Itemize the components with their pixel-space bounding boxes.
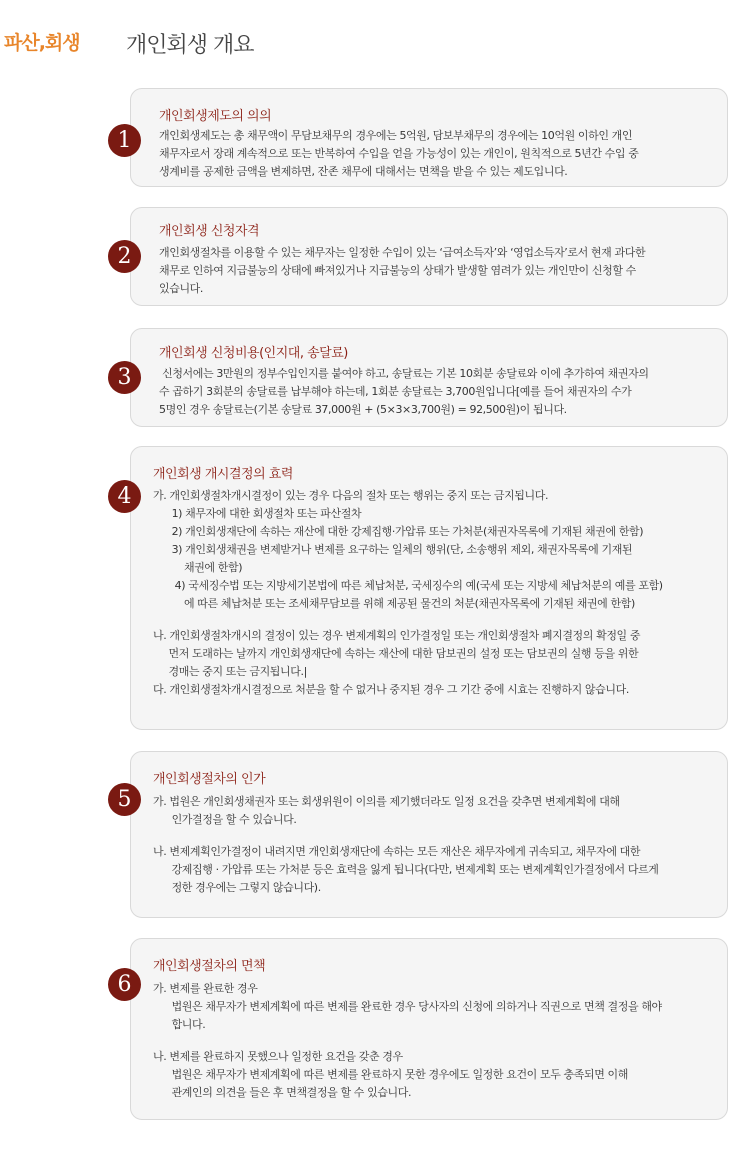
card-2 <box>130 207 728 306</box>
body-line: 4) 국세징수법 또는 지방세기본법에 따른 체납처분, 국세징수의 예(국세 또는 지방세 체납처분의 예를 포함) <box>153 579 663 592</box>
card-3 <box>130 328 728 427</box>
card-title: 개인회생 개시결정의 효력 <box>153 467 293 482</box>
body-line: 법원은 채무자가 변제계획에 따른 변제를 완료하지 못한 경우에도 일정한 요건이 모두 충족되면 이해 <box>153 1068 629 1081</box>
body-line: 법원은 채무자가 변제계획에 따른 변제를 완료한 경우 당사자의 신청에 의하거나 직권으로 면책 결정을 해야 <box>153 1000 662 1013</box>
body-line: 에 따른 체납처분 또는 조세채무담보를 위해 제공된 물건의 처분(채권자목록에 기재된 채권에 한함) <box>153 597 635 610</box>
step-number-badge: 5 <box>108 783 141 816</box>
body-line <box>153 829 659 843</box>
card-body <box>159 127 638 181</box>
card-4 <box>130 446 728 730</box>
body-line: 강제집행 · 가압류 또는 가처분 등은 효력을 잃게 됩니다(다만, 변제계획 또는 변제계획인가결정에서 다르게 <box>153 863 659 876</box>
body-line <box>153 613 663 627</box>
body-line: 3) 개인회생채권을 변제받거나 변제를 요구하는 일체의 행위(단, 소송행위 제외, 채권자목록에 기재된 <box>153 543 633 556</box>
body-line: 나. 개인회생절차개시의 결정이 있는 경우 변제계획의 인가결정일 또는 개인회생절차 폐지결정의 확정일 중 <box>153 629 641 642</box>
card-body <box>153 980 662 1102</box>
body-line: 가. 개인회생절차개시결정이 있는 경우 다음의 절차 또는 행위는 중지 또는 금지됩니다. <box>153 489 549 502</box>
card-title: 개인회생절차의 인가 <box>153 772 266 787</box>
card-title: 개인회생제도의 의의 <box>159 109 272 124</box>
body-line: 개인회생제도는 총 채무액이 무담보채무의 경우에는 5억원, 담보부채무의 경우에는 10억원 이하인 개인 <box>159 129 633 142</box>
step-number-badge: 4 <box>108 480 141 513</box>
card-body <box>159 244 645 298</box>
body-line: 나. 변제를 완료하지 못했으나 일정한 요건을 갖춘 경우 <box>153 1050 403 1063</box>
page-title: 개인회생 개요 <box>126 33 254 58</box>
card-body <box>153 487 663 699</box>
body-line: 생계비를 공제한 금액을 변제하면, 잔존 채무에 대해서는 면책을 받을 수 있는 제도입니다. <box>159 165 568 178</box>
body-line: 인가결정을 할 수 있습니다. <box>153 813 297 826</box>
card-1 <box>130 88 728 187</box>
body-line: 먼저 도래하는 날까지 개인회생재단에 속하는 재산에 대한 담보권의 설정 또는 담보권의 실행 등을 위한 <box>153 647 639 660</box>
step-number-badge: 2 <box>108 240 141 273</box>
card-body <box>153 793 659 897</box>
card-6 <box>130 938 728 1120</box>
step-number-badge: 3 <box>108 361 141 394</box>
body-line: 다. 개인회생절차개시결정으로 처분을 할 수 없거나 중지된 경우 그 기간 중에 시효는 진행하지 않습니다. <box>153 683 629 696</box>
body-line: 개인회생절차를 이용할 수 있는 채무자는 일정한 수입이 있는 ‘급여소득자’와 ‘영업소득자’로서 현재 과다한 <box>159 246 646 259</box>
card-body <box>159 365 649 419</box>
body-line: 가. 법원은 개인회생채권자 또는 회생위원이 이의를 제기했더라도 일정 요건을 갖추면 변제계획에 대해 <box>153 795 620 808</box>
body-line: 경매는 중지 또는 금지됩니다.| <box>153 665 307 678</box>
body-line: 나. 변제계획인가결정이 내려지면 개인회생재단에 속하는 모든 재산은 채무자에게 귀속되고, 채무자에 대한 <box>153 845 641 858</box>
step-number-badge: 1 <box>108 124 141 157</box>
body-line: 관계인의 의견을 들은 후 면책결정을 할 수 있습니다. <box>153 1086 412 1099</box>
card-title: 개인회생 신청자격 <box>159 224 260 239</box>
body-line: 1) 채무자에 대한 회생절차 또는 파산절차 <box>153 507 362 520</box>
step-number-badge: 6 <box>108 968 141 1001</box>
body-line: 있습니다. <box>159 282 204 295</box>
body-line: 합니다. <box>153 1018 206 1031</box>
body-line: 채무로 인하여 지급불능의 상태에 빠져있거나 지급불능의 상태가 발생할 염려가 있는 개인만이 신청할 수 <box>159 264 636 277</box>
card-title: 개인회생절차의 면책 <box>153 959 266 974</box>
section-tag: 파산,회생 <box>4 32 80 54</box>
body-line <box>153 1034 662 1048</box>
body-line: 가. 변제를 완료한 경우 <box>153 982 258 995</box>
body-line: 수 곱하기 3회분의 송달료를 납부해야 하는데, 1회분 송달료는 3,700원입니다[예를 들어 채권자의 수가 <box>159 385 632 398</box>
body-line: 채무자로서 장래 계속적으로 또는 반복하여 수입을 얻을 가능성이 있는 개인이, 원칙적으로 5년간 수입 중 <box>159 147 639 160</box>
body-line: 채권에 한함) <box>153 561 243 574</box>
body-line: 정한 경우에는 그렇지 않습니다). <box>153 881 321 894</box>
body-line: 2) 개인회생재단에 속하는 재산에 대한 강제집행·가압류 또는 가처분(채권자목록에 기재된 채권에 한함) <box>153 525 644 538</box>
card-5 <box>130 751 728 918</box>
body-line: 5명인 경우 송달료는(기본 송달료 37,000원 + (5×3×3,700원) = 92,500원)이 됩니다. <box>159 403 567 416</box>
body-line: 신청서에는 3만원의 정부수입인지를 붙여야 하고, 송달료는 기본 10회분 송달료와 이에 추가하여 채권자의 <box>159 367 649 380</box>
card-title: 개인회생 신청비용(인지대, 송달료) <box>159 346 348 361</box>
